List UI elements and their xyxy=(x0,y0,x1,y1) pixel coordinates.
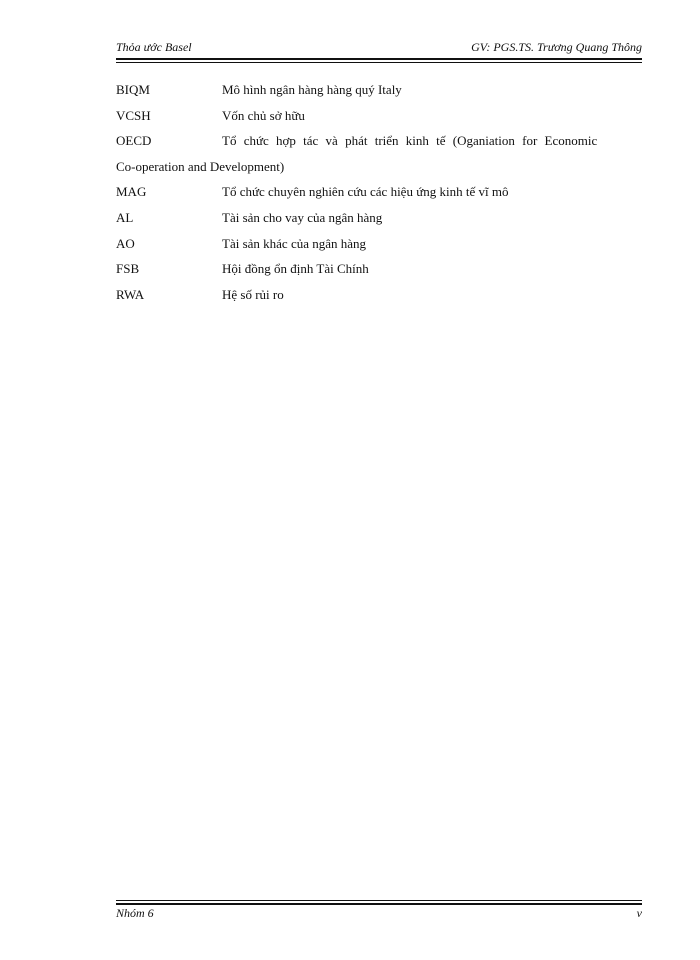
abbreviation-definition: Hệ số rủi ro xyxy=(222,286,284,302)
abbreviation-definition: Tổ chức chuyên nghiên cứu các hiệu ứng kinh tế vĩ mô xyxy=(222,184,509,200)
abbreviation-term: RWA xyxy=(116,286,145,302)
abbreviation-term: BIQM xyxy=(116,82,150,97)
abbreviation-definition: Tổ chức hợp tác và phát triển kinh tế (Oganiation for Economic xyxy=(222,133,598,149)
page-footer xyxy=(116,906,642,924)
abbreviation-definition: Tài sản khác của ngân hàng xyxy=(222,235,367,251)
abbreviation-row xyxy=(116,106,636,132)
abbreviation-row xyxy=(116,182,636,208)
abbreviation-term: VCSH xyxy=(116,107,151,123)
abbreviation-row xyxy=(116,259,636,285)
abbreviation-list xyxy=(116,80,636,310)
abbreviation-row xyxy=(116,131,636,157)
abbreviation-definition: Vốn chủ sở hữu xyxy=(222,107,305,123)
abbreviation-row xyxy=(116,80,636,106)
footer-group-name: Nhóm 6 xyxy=(116,906,154,920)
abbreviation-definition-continuation: Co-operation and Development) xyxy=(116,158,285,174)
abbreviation-row xyxy=(116,208,636,234)
abbreviation-term: AL xyxy=(116,209,134,225)
footer-rule-thin xyxy=(116,900,642,901)
abbreviation-term: OECD xyxy=(116,133,152,149)
page-number: v xyxy=(636,906,642,920)
header-lecturer: GV: PGS.TS. Trương Quang Thông xyxy=(471,40,642,54)
header-rule xyxy=(116,58,642,60)
abbreviation-definition: Hội đồng ổn định Tài Chính xyxy=(222,261,369,277)
abbreviation-row xyxy=(116,234,636,260)
abbreviation-definition: Tài sản cho vay của ngân hàng xyxy=(222,209,383,225)
header-rule-thin xyxy=(116,62,642,63)
abbreviation-term: MAG xyxy=(116,184,147,200)
header-document-title: Thỏa ước Basel xyxy=(116,40,192,54)
footer-rule xyxy=(116,903,642,905)
abbreviation-definition: Mô hình ngân hàng hàng quý Italy xyxy=(222,82,402,97)
page-header xyxy=(116,40,642,58)
abbreviation-row xyxy=(116,285,636,311)
abbreviation-term: FSB xyxy=(116,261,140,277)
abbreviation-term: AO xyxy=(116,235,135,251)
